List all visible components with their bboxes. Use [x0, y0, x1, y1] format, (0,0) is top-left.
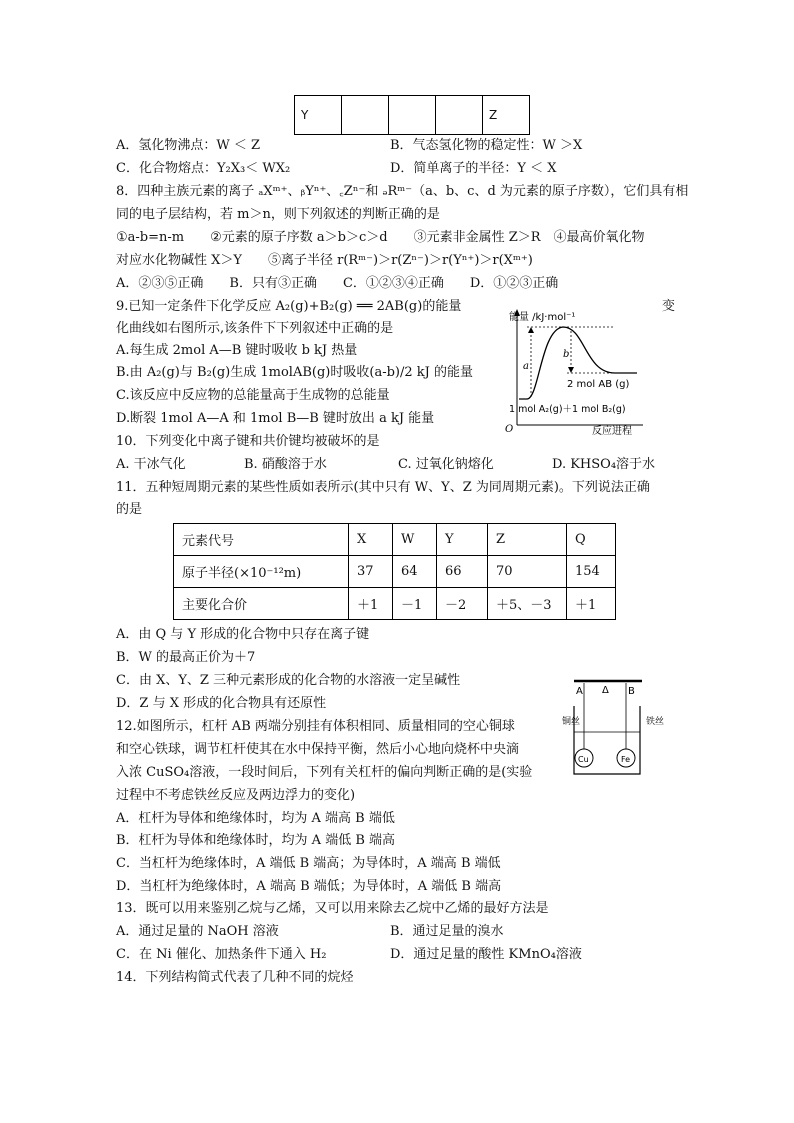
table-cell: 元素代号 [174, 524, 349, 556]
q7-option-a: A．氢化物沸点：W ＜ Z [116, 138, 261, 153]
q13-option-a: A．通过足量的 NaOH 溶液 [116, 924, 279, 939]
iron-wire-label: 铁丝 [646, 717, 665, 727]
label-b: b [563, 349, 570, 360]
arrow-b-icon [568, 367, 574, 373]
q10-option-d: D. KHSO₄溶于水 [552, 457, 656, 472]
table-row [174, 556, 616, 588]
table-cell: ＋1 [349, 588, 393, 620]
table-cell: ＋1 [567, 588, 616, 620]
q9-stem-tail: 变 [662, 299, 676, 314]
table-cell: 66 [437, 556, 488, 588]
q10-stem: 10．下列变化中离子键和共价键均被破坏的是 [116, 434, 380, 449]
element-properties-table [173, 523, 616, 620]
q11-stem-line1: 11．五种短周期元素的某些性质如表所示(其中只有 W、Y、Z 为同周期元素)。下列说法正确 [116, 480, 650, 495]
table-cell: 154 [567, 556, 616, 588]
lever-beaker-diagram [562, 676, 682, 778]
table-row [174, 524, 616, 556]
q12-stem-line4: 过程中不考虑铁丝反应及两边浮力的变化) [116, 788, 356, 803]
table-cell: －1 [393, 588, 437, 620]
periodic-cell: Y [295, 96, 342, 135]
q12-stem-line1: 12.如图所示，杠杆 AB 两端分别挂有体积相同、质量相同的空心铜球 [116, 719, 515, 734]
reactant-label: 1 mol A₂(g)＋1 mol B₂(g) [509, 404, 626, 415]
q8-options: A．②③⑤正确 B．只有③正确 C．①②③④正确 D．①②③正确 [116, 276, 559, 291]
diagram-xlabel: 反应进程 [592, 426, 632, 437]
q12-option-b: B．杠杆为导体和绝缘体时，均为 A 端低 B 端高 [116, 833, 396, 848]
table-cell: Q [567, 524, 616, 556]
table-cell: －2 [437, 588, 488, 620]
q13-option-c: C．在 Ni 催化、加热条件下通入 H₂ [116, 947, 327, 962]
periodic-table-fragment [294, 95, 530, 135]
q9-option-b: B.由 A₂(g)与 B₂(g)生成 1molAB(g)时吸收(a-b)/2 kJ 的能量 [116, 365, 473, 380]
q7-option-b: B．气态氢化物的稳定性：W ＞X [390, 138, 583, 153]
q12-option-a: A．杠杆为导体和绝缘体时，均为 A 端高 B 端低 [116, 811, 395, 826]
periodic-cell [389, 96, 436, 135]
q11-option-d: D．Z 与 X 形成的化合物具有还原性 [116, 696, 327, 711]
q9-stem-line1: 9.已知一定条件下化学反应 A₂(g)+B₂(g) ══ 2AB(g)的能量 [116, 299, 462, 314]
label-a: a [523, 361, 529, 372]
periodic-cell [342, 96, 389, 135]
q9-stem-line2: 化曲线如右图所示,该条件下下列叙述中正确的是 [116, 321, 394, 336]
table-cell: X [349, 524, 393, 556]
arrow-a-icon [528, 327, 534, 333]
q8-statements-line2: 对应水化物碱性 X＞Y ⑤离子半径 r(Rᵐ⁻)＞r(Zⁿ⁻)＞r(Yⁿ⁺)＞r(Xᵐ⁺) [116, 253, 533, 268]
diagram-origin: O [505, 424, 514, 435]
q12-stem-line3: 入浓 CuSO₄溶液，一段时间后，下列有关杠杆的偏向判断正确的是(实验 [116, 765, 533, 780]
q11-option-c: C．由 X、Y、Z 三种元素形成的化合物的水溶液一定呈碱性 [116, 673, 461, 688]
copper-ball-label: Cu [578, 755, 589, 764]
periodic-cell [436, 96, 483, 135]
energy-diagram [497, 305, 647, 437]
q14-stem: 14．下列结构简式代表了几种不同的烷烃 [116, 970, 354, 985]
q10-option-a: A. 干冰气化 [116, 457, 186, 472]
table-cell: 70 [488, 556, 567, 588]
q13-option-d: D．通过足量的酸性 KMnO₄溶液 [390, 947, 582, 962]
q9-option-d: D.断裂 1mol A—A 和 1mol B—B 键时放出 a kJ 能量 [116, 411, 435, 426]
table-row [174, 588, 616, 620]
q12-stem-line2: 和空心铁球，调节杠杆使其在水中保持平衡，然后小心地向烧杯中央滴 [116, 742, 520, 757]
table-cell: 37 [349, 556, 393, 588]
q13-option-b: B．通过足量的溴水 [390, 924, 504, 939]
q9-option-a: A.每生成 2mol A—B 键时吸收 b kJ 热量 [116, 343, 358, 358]
table-cell: ＋5、－3 [488, 588, 567, 620]
iron-ball-label: Fe [621, 755, 631, 764]
table-cell: 原子半径(×10⁻¹²m) [174, 556, 349, 588]
q7-option-d: D．简单离子的半径：Y ＜ X [390, 161, 557, 176]
table-cell: Y [437, 524, 488, 556]
q11-option-b: B．W 的最高正价为＋7 [116, 650, 256, 665]
periodic-cell: Z [483, 96, 530, 135]
pivot-icon: Δ [602, 685, 609, 696]
q8-stem-line2: 同的电子层结构，若 m＞n，则下列叙述的判断正确的是 [116, 207, 440, 222]
table-cell: W [393, 524, 437, 556]
q11-stem-line2: 的是 [116, 502, 143, 517]
diagram-ylabel: 能量 /kJ·mol⁻¹ [509, 312, 576, 323]
q7-option-c: C．化合物熔点：Y₂X₃＜ WX₂ [116, 161, 291, 176]
lever-label-b: B [628, 686, 635, 697]
q8-stem-line1: 8．四种主族元素的离子 ₐXᵐ⁺、ᵦYⁿ⁺、꜀Zⁿ⁻和 ₔRᵐ⁻（a、b、c、d 为元素的原子序数），它们具有相 [116, 184, 689, 199]
q9-option-c: C.该反应中反应物的总能量高于生成物的总能量 [116, 388, 390, 403]
q12-option-d: D．当杠杆为绝缘体时，A 端高 B 端低；为导体时，A 端低 B 端高 [116, 879, 502, 894]
q12-option-c: C．当杠杆为绝缘体时，A 端低 B 端高；为导体时，A 端高 B 端低 [116, 856, 501, 871]
q13-stem: 13．既可以用来鉴别乙烷与乙烯，又可以用来除去乙烷中乙烯的最好方法是 [116, 901, 549, 916]
q8-statements-line1: ①a-b=n-m ②元素的原子序数 a＞b＞c＞d ③元素非金属性 Z＞R ④最高价氧化物 [116, 230, 645, 245]
copper-wire-label: 铜丝 [562, 717, 581, 727]
q11-option-a: A．由 Q 与 Y 形成的化合物中只存在离子键 [116, 627, 370, 642]
table-cell: 64 [393, 556, 437, 588]
lever-label-a: A [576, 686, 583, 697]
product-label: 2 mol AB (g) [567, 379, 630, 390]
table-cell: Z [488, 524, 567, 556]
q10-option-c: C. 过氧化钠熔化 [398, 457, 494, 472]
table-cell: 主要化合价 [174, 588, 349, 620]
q10-option-b: B. 硝酸溶于水 [244, 457, 327, 472]
